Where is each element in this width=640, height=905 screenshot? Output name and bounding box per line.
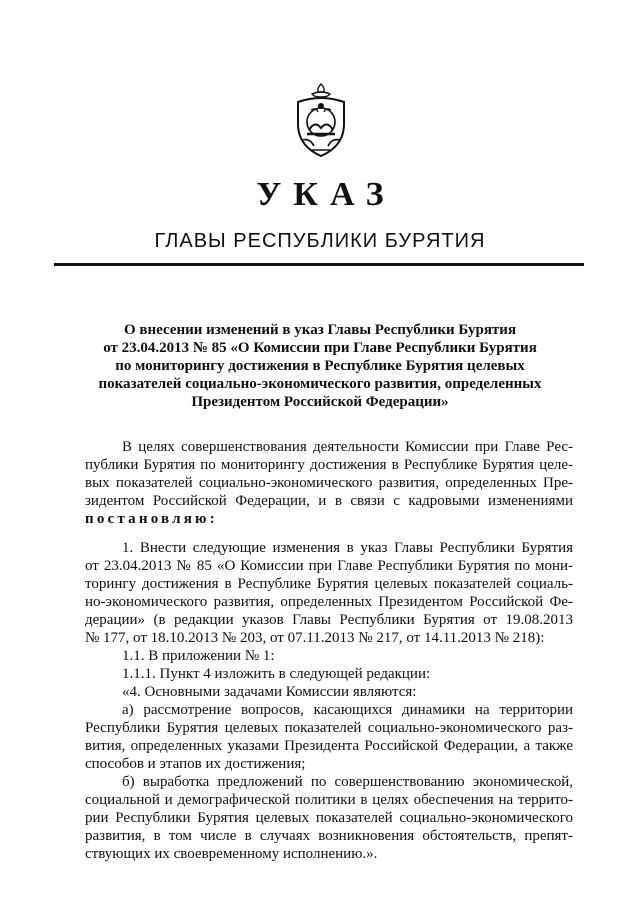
heading-line: показателей социально-экономического развития, определенных <box>98 376 542 392</box>
text-line: социальной и демографической политики в целях обеспечения на террито- <box>85 792 573 808</box>
decree-word-text: постановляю: <box>85 511 218 527</box>
text-line: от 23.04.2013 № 85 «О Комиссии при Главе Республики Бурятия по мони- <box>85 558 573 574</box>
heading-line: О внесении изменений в указ Главы Республики Бурятия <box>123 322 517 338</box>
text-line: торингу достижения в Республике Бурятия целевых показателей социаль- <box>85 576 573 592</box>
text-line: публики Бурятия по мониторингу достижения в Республике Бурятия целе- <box>85 457 573 473</box>
text-line: 1.1. В приложении № 1: <box>122 648 275 664</box>
header-rule <box>54 263 584 266</box>
text-line: дерации» (в редакции указов Главы Республики Бурятия от 19.08.2013 <box>85 612 573 628</box>
heading-line: по мониторингу достижения в Республике Бурятия целевых <box>115 358 525 374</box>
text-line: зидентом Российской Федерации, и в связи с кадровыми изменениями <box>85 493 573 509</box>
coat-of-arms-emblem <box>290 80 352 162</box>
text-line: вития, определенных указами Президента Российской Федерации, а также <box>85 738 573 754</box>
text-line: б) выработка предложений по совершенствованию экономической, <box>122 774 573 790</box>
decree-body <box>85 539 573 863</box>
text-line: вых показателей социально-экономического развития, определенных Пре- <box>85 475 573 491</box>
text-line: «4. Основными задачами Комиссии являются: <box>122 684 417 700</box>
document-title: УКАЗ <box>256 176 396 213</box>
decree-word <box>85 510 573 528</box>
text-line: но-экономического развития, определенных Президентом Российской Фе- <box>85 594 573 610</box>
document-subtitle: ГЛАВЫ РЕСПУБЛИКИ БУРЯТИЯ <box>154 230 486 252</box>
text-line: ствующих их своевременному исполнению.». <box>85 846 378 862</box>
text-line: № 177, от 18.10.2013 № 203, от 07.11.2013 № 217, от 14.11.2013 № 218): <box>85 630 545 646</box>
text-line: 1. Внести следующие изменения в указ Главы Республики Бурятия <box>122 540 573 556</box>
text-line: а) рассмотрение вопросов, касающихся динамики на территории <box>122 702 573 718</box>
heading-line: от 23.04.2013 № 85 «О Комиссии при Главе Республики Бурятия <box>103 340 537 356</box>
text-line: способов и этапов их достижения; <box>85 756 306 772</box>
text-line: 1.1.1. Пункт 4 изложить в следующей редакции: <box>122 666 431 682</box>
heading-line: Президентом Российской Федерации» <box>191 394 449 410</box>
preamble-paragraph <box>85 438 573 528</box>
text-line: В целях совершенствования деятельности Комиссии при Главе Рес- <box>122 439 573 455</box>
text-line: развития, в том числе в случаях возникновения обстоятельств, препят- <box>85 828 573 844</box>
decree-heading <box>80 321 560 411</box>
text-line: рии Республики Бурятия целевых показателей социально-экономического <box>85 810 573 826</box>
text-line: Республики Бурятия целевых показателей социально-экономического раз- <box>85 720 573 736</box>
